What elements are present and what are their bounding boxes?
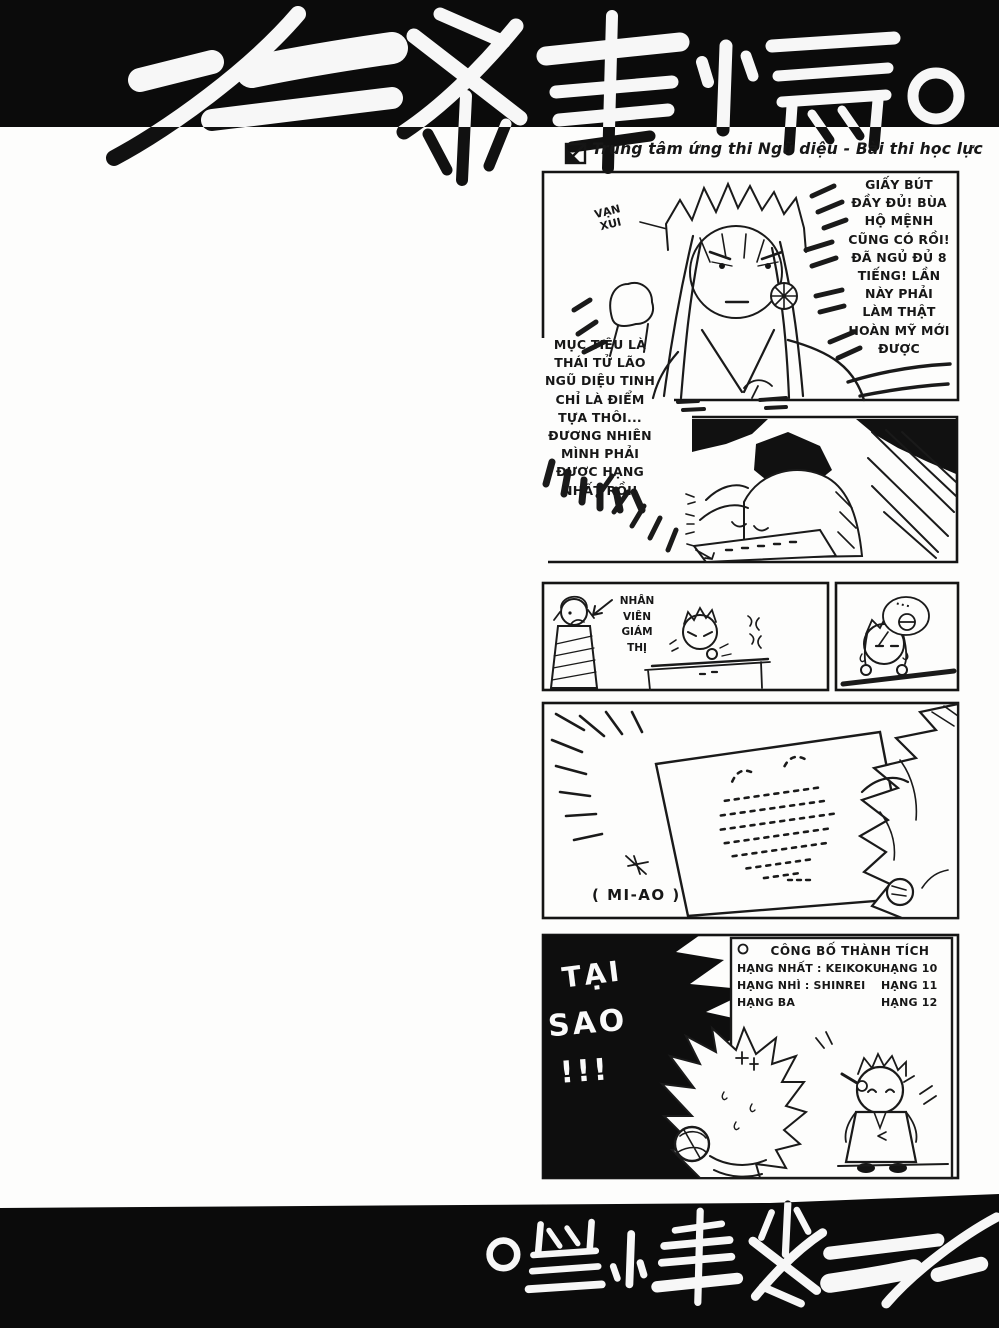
board-rank-10: HẠNG 10: [881, 962, 938, 975]
vertical-japanese-sfx: [748, 616, 761, 648]
supervisor-label: NHÂN VIÊN GIÁM THỊ: [619, 595, 655, 654]
board-rank-1: HẠNG NHẤT : KEIKOKU: [737, 962, 882, 975]
speech-left: MỤC TIÊU LÀ THÁI TỬ LÃO NGŨ DIỆU TINH CHỈ LÀ ĐIỂM TỰA THÔI... ĐƯƠNG NHIÊN MÌNH PHẢI ĐƯỢC HẠNG NHẤT RỒI!: [545, 337, 655, 498]
board-title: CÔNG BỐ THÀNH TÍCH: [770, 944, 930, 958]
shout-line-2: SAO: [546, 1002, 629, 1045]
bottom-banner: [0, 1194, 999, 1328]
bad-luck-label: VẠN XUI: [593, 202, 623, 234]
chapter-header-title: Trung tâm ứng thi Ngũ diệu - Bài thi học lực: [592, 139, 983, 158]
board-rank-12: HẠNG 12: [881, 996, 938, 1009]
shout-line-3: !!!: [558, 1052, 612, 1091]
miao-sfx: ( MI-AO ): [592, 886, 681, 904]
shout-line-1: TẠI: [560, 954, 624, 995]
speech-right: GIẤY BÚT ĐẦY ĐỦ! BÙA HỘ MỆNH CŨNG CÓ RỒI! ĐÃ NGỦ ĐỦ 8 TIẾNG! LẦN NÀY PHẢI LÀM THẬT HOÀN MỸ MỚI ĐƯỢC: [848, 177, 950, 356]
thought-dots: ...: [894, 594, 913, 611]
board-rank-11: HẠNG 11: [881, 979, 938, 992]
board-rank-2: HẠNG NHÌ : SHINREI: [737, 979, 866, 992]
panel3-right-art: [843, 594, 954, 684]
board-rank-3: HẠNG BA: [737, 996, 796, 1009]
